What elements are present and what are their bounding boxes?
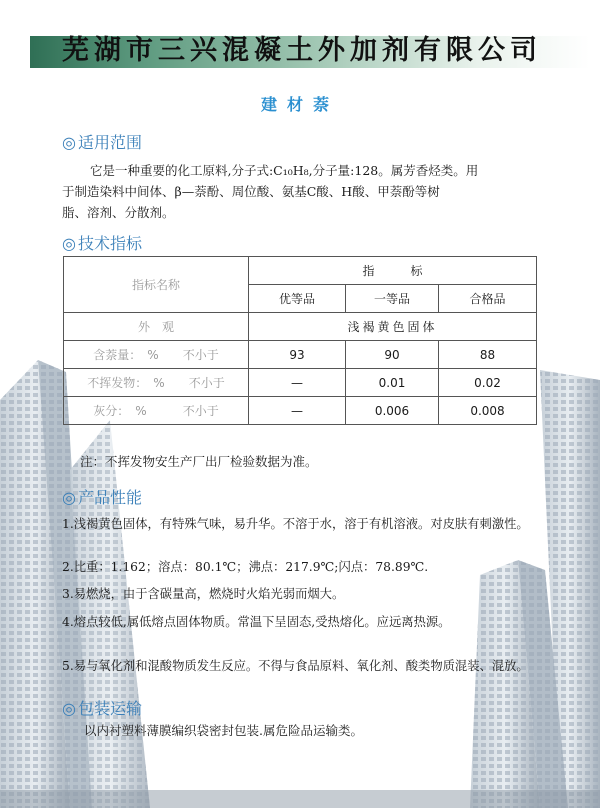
section-spec-title: 技术指标 [77,234,142,253]
section-performance-title: 产品性能 [77,488,142,507]
cell-value: 0.01 [346,369,439,397]
table-row [64,397,537,425]
list-item: 2.比重：1.162；溶点：80.1℃；沸点：217.9℃;闪点：78.89℃. [62,560,429,574]
bullseye-icon: ◎ [62,488,76,507]
bullseye-icon: ◎ [62,234,76,253]
cell-value: — [249,397,346,425]
spec-table [63,256,537,425]
packaging-text: 以内衬塑料薄膜编织袋密封包装.属危险品运输类。 [84,723,363,738]
cell-value: 93 [249,341,346,369]
section-scope-heading [62,130,142,153]
row-label: 含萘量： % 不小于 [64,341,249,369]
section-packaging-title: 包装运输 [77,699,142,718]
cell-value: 0.006 [346,397,439,425]
scope-line-2: 于制造染料中间体、β—萘酚、周位酸、氨基C酸、H酸、甲萘酚等树 [62,184,440,199]
list-item: 3.易燃烧，由于含碳量高，燃烧时火焰光弱而烟大。 [62,587,345,601]
cell-value: 0.008 [439,397,537,425]
appearance-value: 浅褐黄色固体 [249,313,537,341]
cell-value: 88 [439,341,537,369]
cell-value: 90 [346,341,439,369]
list-item: 1.浅褐黄色固体，有特殊气味，易升华。不溶于水，溶于有机溶液。对皮肤有刺激性。 [62,517,529,531]
list-item: 4.熔点较低,属低熔点固体物质。常温下呈固态,受热熔化。应远离热源。 [62,615,451,629]
product-title: 建材萘 [260,95,339,114]
list-item: 5.易与氧化剂和混酸物质发生反应。不得与食品原料、氧化剂、酸类物质混装、混放。 [62,659,529,673]
section-performance-heading [62,485,142,508]
grade-qualified: 合格品 [439,285,537,313]
table-header-row [64,257,537,285]
scope-line-1: 它是一种重要的化工原料,分子式:C₁₀H₈,分子量:128。属芳香烃类。用 [90,163,479,178]
indicator-name-header: 指标名称 [64,257,249,313]
cell-value: 0.02 [439,369,537,397]
section-scope-title: 适用范围 [77,133,142,152]
grade-first: 一等品 [346,285,439,313]
indicator-header: 指 标 [249,257,537,285]
row-label: 外 观 [64,313,249,341]
company-name: 芜湖市三兴混凝土外加剂有限公司 [62,35,542,66]
scope-line-3: 脂、溶剂、分散剂。 [62,205,175,220]
table-row [64,313,537,341]
table-row [64,369,537,397]
table-note: 注：不挥发物安生产厂出厂检验数据为准。 [80,454,318,469]
bullseye-icon: ◎ [62,699,76,718]
section-packaging-heading [62,696,142,719]
row-label: 不挥发物： % 不小于 [64,369,249,397]
grade-premium: 优等品 [249,285,346,313]
bullseye-icon: ◎ [62,133,76,152]
section-spec-heading [62,231,142,254]
row-label: 灰分： % 不小于 [64,397,249,425]
cell-value: — [249,369,346,397]
table-row [64,341,537,369]
